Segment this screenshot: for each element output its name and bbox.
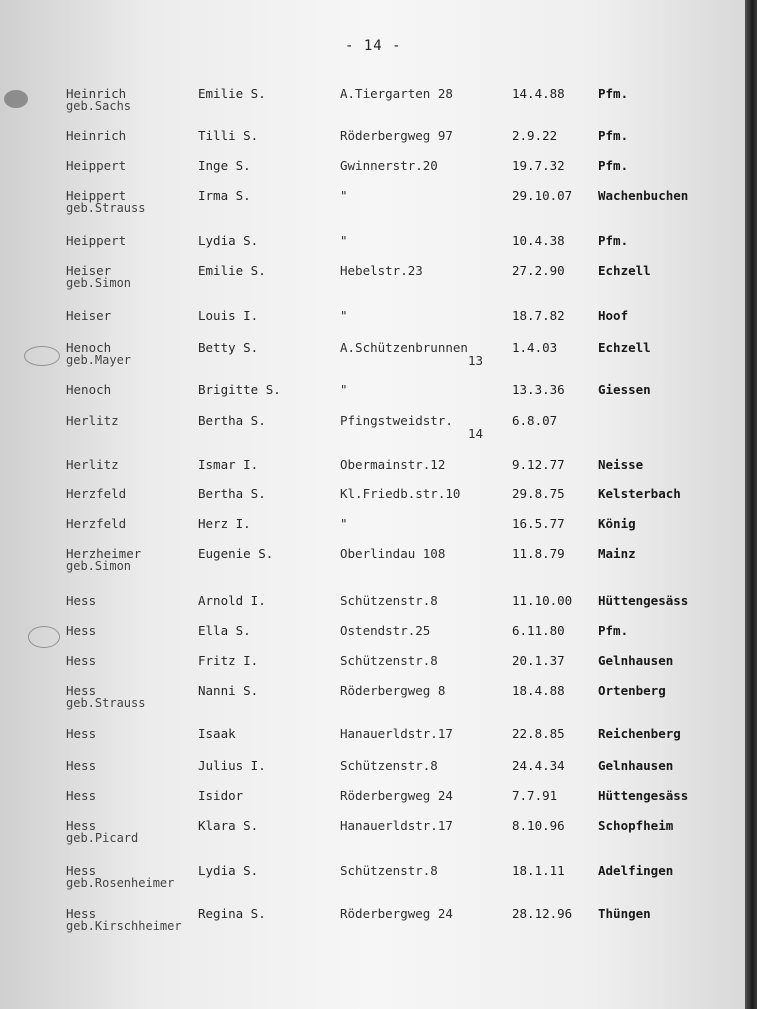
given-name: Isidor bbox=[198, 788, 244, 803]
birth-place: Giessen bbox=[598, 382, 651, 397]
street-address: Hebelstr.23 bbox=[340, 263, 423, 278]
birth-place: Pfm. bbox=[598, 233, 629, 248]
birth-place: Echzell bbox=[598, 340, 651, 355]
given-name: Julius I. bbox=[198, 758, 266, 773]
register-entry bbox=[0, 87, 745, 127]
street-address: " bbox=[340, 233, 348, 248]
street-address: Obermainstr.12 bbox=[340, 457, 446, 472]
maiden-name: geb.Picard bbox=[66, 831, 139, 845]
street-address-cont: 14 bbox=[468, 426, 484, 441]
street-address: Kl.Friedb.str.10 bbox=[340, 486, 461, 501]
surname: Herlitz bbox=[66, 457, 119, 472]
maiden-name: geb.Sachs bbox=[66, 99, 132, 113]
surname: Herlitz bbox=[66, 413, 119, 428]
surname: Heippert bbox=[66, 158, 127, 173]
birth-place: Adelfingen bbox=[598, 863, 674, 878]
register-entry bbox=[0, 341, 745, 381]
given-name: Bertha S. bbox=[198, 486, 266, 501]
ink-blot bbox=[28, 626, 60, 648]
street-address: Pfingstweidstr. bbox=[340, 413, 453, 428]
surname: Heinrich bbox=[66, 128, 127, 143]
given-name: Herz I. bbox=[198, 516, 251, 531]
birth-date: 29.10.07 bbox=[512, 188, 573, 203]
given-name: Betty S. bbox=[198, 340, 259, 355]
given-name: Lydia S. bbox=[198, 233, 259, 248]
given-name: Eugenie S. bbox=[198, 546, 274, 561]
given-name: Brigitte S. bbox=[198, 382, 281, 397]
birth-place: Pfm. bbox=[598, 86, 629, 101]
surname: Herzfeld bbox=[66, 516, 127, 531]
page-number: - 14 - bbox=[345, 38, 402, 54]
register-entry bbox=[0, 684, 745, 724]
birth-date: 29.8.75 bbox=[512, 486, 565, 501]
birth-place: Wachenbuchen bbox=[598, 188, 689, 203]
birth-place: Gelnhausen bbox=[598, 758, 674, 773]
birth-date: 18.1.11 bbox=[512, 863, 565, 878]
street-address: " bbox=[340, 516, 348, 531]
birth-place: Schopfheim bbox=[598, 818, 674, 833]
given-name: Tilli S. bbox=[198, 128, 259, 143]
birth-date: 9.12.77 bbox=[512, 457, 565, 472]
birth-place: König bbox=[598, 516, 636, 531]
register-entry bbox=[0, 189, 745, 229]
surname: Heinrich bbox=[66, 86, 127, 101]
register-entry bbox=[0, 547, 745, 587]
street-address-cont: 13 bbox=[468, 353, 484, 368]
birth-date: 10.4.38 bbox=[512, 233, 565, 248]
surname: Hess bbox=[66, 863, 97, 878]
register-entry bbox=[0, 414, 745, 454]
given-name: Nanni S. bbox=[198, 683, 259, 698]
maiden-name: geb.Simon bbox=[66, 559, 132, 573]
surname: Hess bbox=[66, 683, 97, 698]
given-name: Regina S. bbox=[198, 906, 266, 921]
birth-date: 22.8.85 bbox=[512, 726, 565, 741]
surname: Heiser bbox=[66, 263, 112, 278]
given-name: Emilie S. bbox=[198, 86, 266, 101]
street-address: Ostendstr.25 bbox=[340, 623, 431, 638]
ink-blot bbox=[24, 346, 60, 366]
street-address: Schützenstr.8 bbox=[340, 593, 438, 608]
surname: Hess bbox=[66, 906, 97, 921]
ink-blot bbox=[4, 90, 28, 108]
street-address: " bbox=[340, 188, 348, 203]
given-name: Irma S. bbox=[198, 188, 251, 203]
birth-date: 19.7.32 bbox=[512, 158, 565, 173]
birth-place: Pfm. bbox=[598, 158, 629, 173]
surname: Hess bbox=[66, 788, 97, 803]
given-name: Inge S. bbox=[198, 158, 251, 173]
surname: Hess bbox=[66, 653, 97, 668]
birth-date: 18.7.82 bbox=[512, 308, 565, 323]
given-name: Emilie S. bbox=[198, 263, 266, 278]
surname: Heippert bbox=[66, 188, 127, 203]
surname: Hess bbox=[66, 593, 97, 608]
street-address: Gwinnerstr.20 bbox=[340, 158, 438, 173]
street-address: Röderbergweg 8 bbox=[340, 683, 446, 698]
birth-place: Gelnhausen bbox=[598, 653, 674, 668]
birth-date: 24.4.34 bbox=[512, 758, 565, 773]
street-address: Schützenstr.8 bbox=[340, 863, 438, 878]
street-address: Hanauerldstr.17 bbox=[340, 726, 453, 741]
street-address: A.Schützenbrunnen bbox=[340, 340, 468, 355]
surname: Hess bbox=[66, 758, 97, 773]
surname: Heippert bbox=[66, 233, 127, 248]
street-address: Schützenstr.8 bbox=[340, 653, 438, 668]
birth-date: 14.4.88 bbox=[512, 86, 565, 101]
given-name: Isaak bbox=[198, 726, 236, 741]
birth-place: Mainz bbox=[598, 546, 636, 561]
birth-date: 20.1.37 bbox=[512, 653, 565, 668]
birth-date: 6.11.80 bbox=[512, 623, 565, 638]
birth-place: Pfm. bbox=[598, 623, 629, 638]
birth-place: Reichenberg bbox=[598, 726, 681, 741]
surname: Hess bbox=[66, 818, 97, 833]
surname: Herzfeld bbox=[66, 486, 127, 501]
birth-place: Hüttengesäss bbox=[598, 788, 689, 803]
surname: Heiser bbox=[66, 308, 112, 323]
birth-date: 8.10.96 bbox=[512, 818, 565, 833]
given-name: Klara S. bbox=[198, 818, 259, 833]
birth-place: Ortenberg bbox=[598, 683, 666, 698]
surname: Henoch bbox=[66, 382, 112, 397]
birth-date: 16.5.77 bbox=[512, 516, 565, 531]
street-address: A.Tiergarten 28 bbox=[340, 86, 453, 101]
given-name: Bertha S. bbox=[198, 413, 266, 428]
maiden-name: geb.Mayer bbox=[66, 353, 132, 367]
given-name: Lydia S. bbox=[198, 863, 259, 878]
maiden-name: geb.Kirschheimer bbox=[66, 919, 182, 933]
street-address: Röderbergweg 24 bbox=[340, 906, 453, 921]
birth-place: Hoof bbox=[598, 308, 629, 323]
surname: Hess bbox=[66, 726, 97, 741]
birth-date: 27.2.90 bbox=[512, 263, 565, 278]
register-entry bbox=[0, 864, 745, 904]
birth-place: Pfm. bbox=[598, 128, 629, 143]
surname: Hess bbox=[66, 623, 97, 638]
given-name: Ella S. bbox=[198, 623, 251, 638]
maiden-name: geb.Rosenheimer bbox=[66, 876, 175, 890]
given-name: Ismar I. bbox=[198, 457, 259, 472]
maiden-name: geb.Simon bbox=[66, 276, 132, 290]
maiden-name: geb.Strauss bbox=[66, 201, 146, 215]
register-entry bbox=[0, 264, 745, 304]
birth-date: 18.4.88 bbox=[512, 683, 565, 698]
birth-date: 7.7.91 bbox=[512, 788, 558, 803]
birth-place: Hüttengesäss bbox=[598, 593, 689, 608]
birth-date: 11.8.79 bbox=[512, 546, 565, 561]
street-address: " bbox=[340, 382, 348, 397]
surname: Henoch bbox=[66, 340, 112, 355]
street-address: Hanauerldstr.17 bbox=[340, 818, 453, 833]
birth-place: Thüngen bbox=[598, 906, 651, 921]
page-edge-shadow bbox=[745, 0, 757, 1009]
birth-date: 28.12.96 bbox=[512, 906, 573, 921]
birth-date: 13.3.36 bbox=[512, 382, 565, 397]
street-address: Röderbergweg 97 bbox=[340, 128, 453, 143]
register-entry bbox=[0, 819, 745, 859]
birth-date: 6.8.07 bbox=[512, 413, 558, 428]
birth-date: 1.4.03 bbox=[512, 340, 558, 355]
given-name: Fritz I. bbox=[198, 653, 259, 668]
birth-place: Kelsterbach bbox=[598, 486, 681, 501]
given-name: Louis I. bbox=[198, 308, 259, 323]
street-address: Röderbergweg 24 bbox=[340, 788, 453, 803]
street-address: Oberlindau 108 bbox=[340, 546, 446, 561]
street-address: " bbox=[340, 308, 348, 323]
surname: Herzheimer bbox=[66, 546, 142, 561]
birth-date: 2.9.22 bbox=[512, 128, 558, 143]
birth-place: Neisse bbox=[598, 457, 644, 472]
street-address: Schützenstr.8 bbox=[340, 758, 438, 773]
birth-place: Echzell bbox=[598, 263, 651, 278]
maiden-name: geb.Strauss bbox=[66, 696, 146, 710]
register-entry bbox=[0, 907, 745, 947]
given-name: Arnold I. bbox=[198, 593, 266, 608]
birth-date: 11.10.00 bbox=[512, 593, 573, 608]
